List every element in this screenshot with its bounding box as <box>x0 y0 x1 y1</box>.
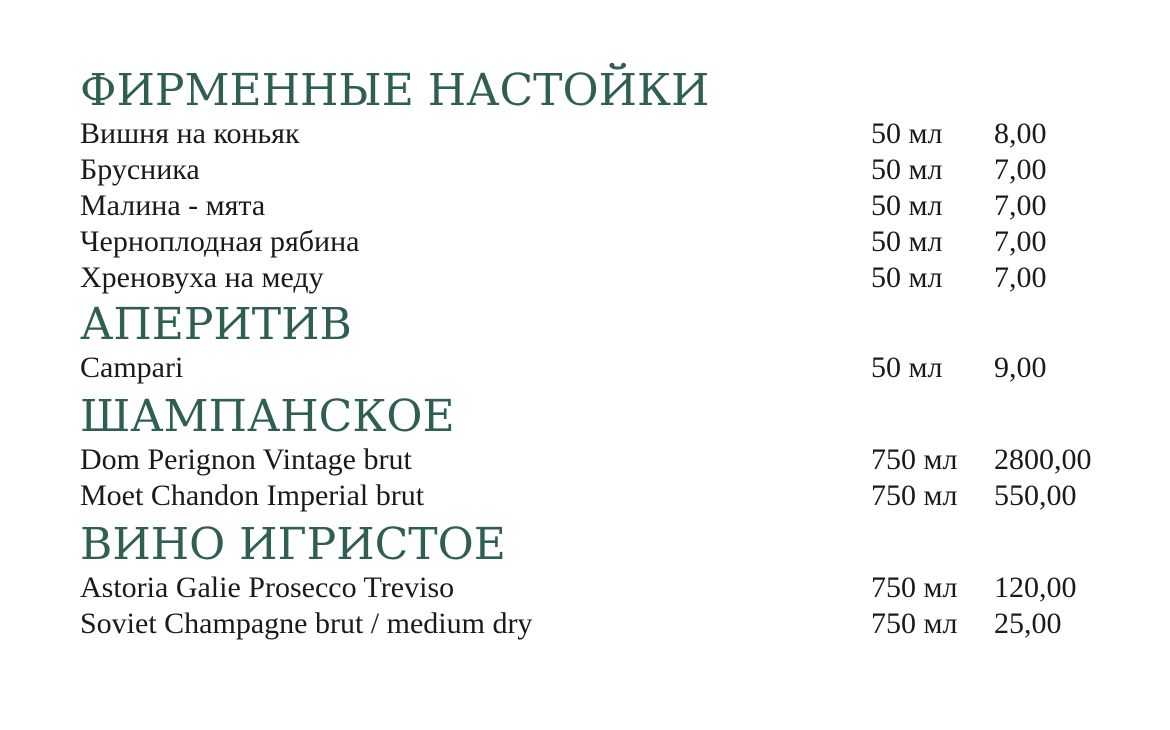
item-price: 7,00 <box>994 261 1047 294</box>
item-price: 25,00 <box>994 607 1062 640</box>
item-volume: 50 мл <box>871 351 943 384</box>
item-volume: 50 мл <box>871 117 943 150</box>
menu-item <box>80 188 1120 224</box>
menu-item <box>80 442 1120 478</box>
item-volume: 50 мл <box>871 261 943 294</box>
menu-item <box>80 350 1120 386</box>
item-volume: 50 мл <box>871 225 943 258</box>
menu-item <box>80 224 1120 260</box>
item-price: 7,00 <box>994 189 1047 222</box>
item-price: 550,00 <box>994 479 1077 512</box>
item-name: Вишня на коньяк <box>80 117 300 150</box>
item-price: 7,00 <box>994 225 1047 258</box>
item-name: Хреновуха на меду <box>80 261 324 294</box>
item-volume: 750 мл <box>871 607 958 640</box>
item-volume: 50 мл <box>871 153 943 186</box>
item-price: 2800,00 <box>994 443 1092 476</box>
item-name: Dom Perignon Vintage brut <box>80 443 412 476</box>
section-title: ФИРМЕННЫЕ НАСТОЙКИ <box>80 65 710 116</box>
item-name: Campari <box>80 351 184 384</box>
section-champagne <box>80 392 1120 514</box>
menu-item <box>80 570 1120 606</box>
item-price: 8,00 <box>994 117 1047 150</box>
section-title: ШАМПАНСКОЕ <box>80 391 455 442</box>
section-sparkling-wine <box>80 520 1120 642</box>
item-volume: 750 мл <box>871 479 958 512</box>
menu-item <box>80 260 1120 296</box>
drinks-menu <box>80 66 1120 642</box>
item-name: Soviet Champagne brut / medium dry <box>80 607 533 640</box>
section-title: ВИНО ИГРИСТОЕ <box>80 519 506 570</box>
item-name: Moet Chandon Imperial brut <box>80 479 425 512</box>
section-title: АПЕРИТИВ <box>80 299 352 350</box>
section-aperitif <box>80 300 1120 386</box>
item-volume: 750 мл <box>871 443 958 476</box>
section-signature-tinctures <box>80 66 1120 296</box>
menu-item <box>80 152 1120 188</box>
item-name: Брусника <box>80 153 200 186</box>
menu-item <box>80 116 1120 152</box>
menu-item <box>80 606 1120 642</box>
item-price: 7,00 <box>994 153 1047 186</box>
item-price: 9,00 <box>994 351 1047 384</box>
item-name: Малина - мята <box>80 189 266 222</box>
item-volume: 750 мл <box>871 571 958 604</box>
item-name: Черноплодная рябина <box>80 225 360 258</box>
item-name: Astoria Galie Prosecco Treviso <box>80 571 455 604</box>
item-price: 120,00 <box>994 571 1077 604</box>
item-volume: 50 мл <box>871 189 943 222</box>
menu-item <box>80 478 1120 514</box>
